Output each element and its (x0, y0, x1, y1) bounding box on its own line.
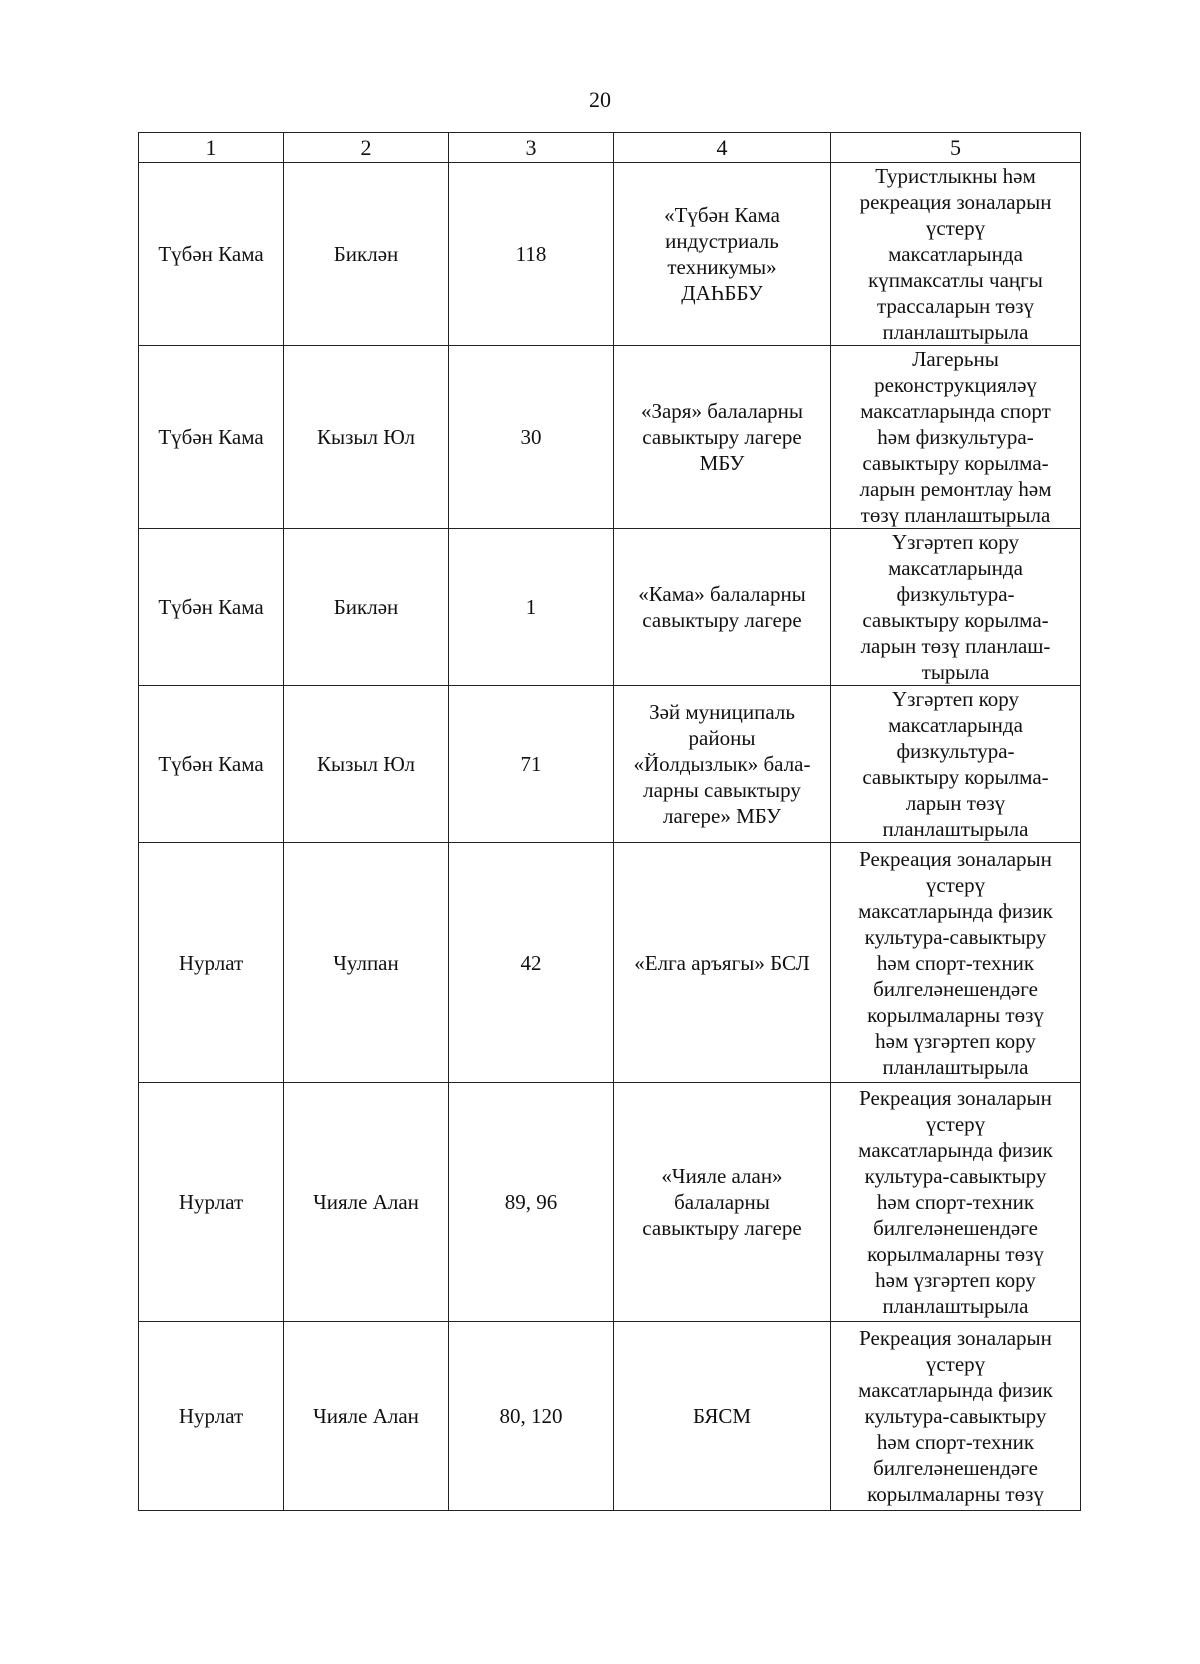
district-cell: Түбән Кама (139, 686, 284, 843)
settlement-cell: Биклән (284, 163, 449, 346)
number-cell: 89, 96 (449, 1083, 614, 1322)
organization-cell: БЯСМ (614, 1322, 831, 1511)
district-cell: Түбән Кама (139, 163, 284, 346)
settlement-cell: Чулпан (284, 843, 449, 1083)
table-row (139, 346, 1081, 529)
organization-cell: «Елга аръягы» БСЛ (614, 843, 831, 1083)
table-row (139, 686, 1081, 843)
data-table (138, 132, 1081, 1511)
description-cell: Туристлыкны һәм рекреация зоналарын үстерү максатларында күпмаксатлы чаңгы трассаларын төзү планлаштырыла (831, 163, 1081, 346)
district-cell: Түбән Кама (139, 529, 284, 686)
table-row (139, 843, 1081, 1083)
page-number: 20 (589, 87, 611, 112)
organization-cell: «Кама» балаларны савыктыру лагере (614, 529, 831, 686)
description-cell: Лагерьны реконструкцияләү максатларында спорт һәм физкультура- савыктыру корылма- ларын ремонтлау һәм төзү планлаштырыла (831, 346, 1081, 529)
settlement-cell: Биклән (284, 529, 449, 686)
description-cell: Үзгәртеп кору максатларында физкультура- савыктыру корылма- ларын төзү планлаш- тырыла (831, 529, 1081, 686)
organization-cell: Зәй муниципаль районы «Йолдызлык» бала- ларны савыктыру лагере» МБУ (614, 686, 831, 843)
description-cell: Рекреация зоналарын үстерү максатларында физик культура-савыктыру һәм спорт-техник билгеләнешендәге корылмаларны төзү (831, 1322, 1081, 1511)
settlement-cell: Кызыл Юл (284, 346, 449, 529)
table-header-row (139, 133, 1081, 163)
table-row (139, 1322, 1081, 1511)
header-cell-2: 2 (284, 133, 449, 163)
number-cell: 30 (449, 346, 614, 529)
description-cell: Рекреация зоналарын үстерү максатларында физик культура-савыктыру һәм спорт-техник билгеләнешендәге корылмаларны төзү һәм үзгәртеп кору планлаштырыла (831, 843, 1081, 1083)
table-row (139, 529, 1081, 686)
settlement-cell: Чияле Алан (284, 1083, 449, 1322)
organization-cell: «Чияле алан» балаларны савыктыру лагере (614, 1083, 831, 1322)
settlement-cell: Чияле Алан (284, 1322, 449, 1511)
number-cell: 80, 120 (449, 1322, 614, 1511)
header-cell-4: 4 (614, 133, 831, 163)
organization-cell: «Түбән Кама индустриаль техникумы» ДАҺББУ (614, 163, 831, 346)
number-cell: 1 (449, 529, 614, 686)
table-row (139, 163, 1081, 346)
number-cell: 118 (449, 163, 614, 346)
description-cell: Рекреация зоналарын үстерү максатларында физик культура-савыктыру һәм спорт-техник билгеләнешендәге корылмаларны төзү һәм үзгәртеп кору планлаштырыла (831, 1083, 1081, 1322)
settlement-cell: Кызыл Юл (284, 686, 449, 843)
header-cell-1: 1 (139, 133, 284, 163)
description-cell: Үзгәртеп кору максатларында физкультура- савыктыру корылма- ларын төзү планлаштырыла (831, 686, 1081, 843)
number-cell: 71 (449, 686, 614, 843)
district-cell: Нурлат (139, 1083, 284, 1322)
organization-cell: «Заря» балаларны савыктыру лагере МБУ (614, 346, 831, 529)
district-cell: Нурлат (139, 843, 284, 1083)
district-cell: Түбән Кама (139, 346, 284, 529)
header-cell-5: 5 (831, 133, 1081, 163)
header-cell-3: 3 (449, 133, 614, 163)
district-cell: Нурлат (139, 1322, 284, 1511)
number-cell: 42 (449, 843, 614, 1083)
table-row (139, 1083, 1081, 1322)
